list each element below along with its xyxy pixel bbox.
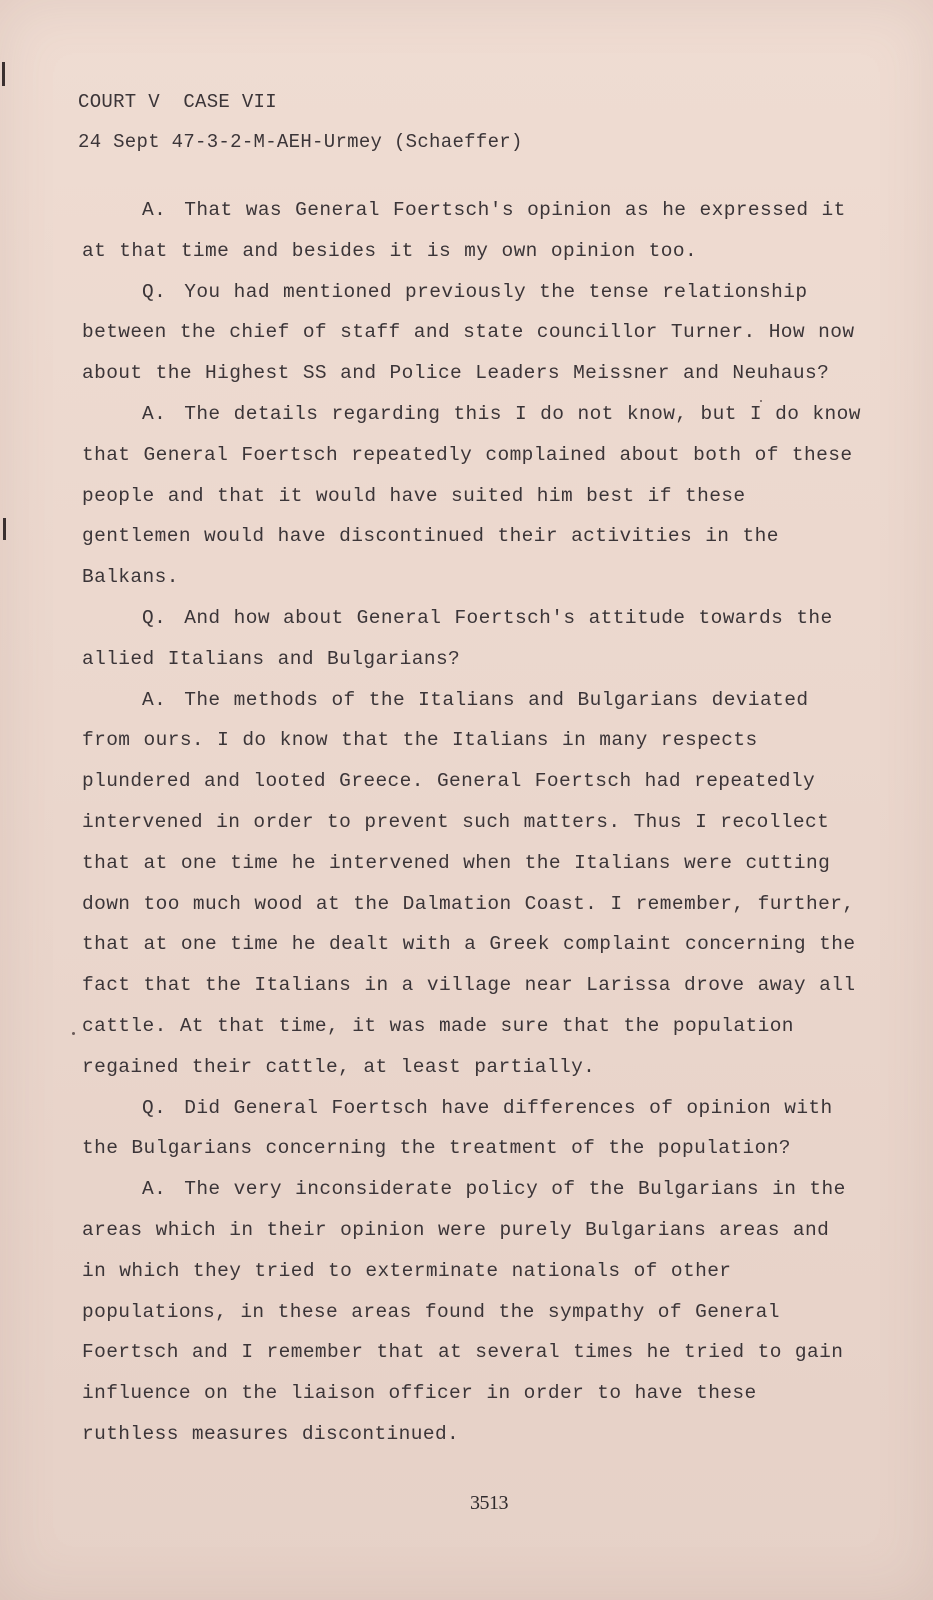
transcript-paragraph bbox=[82, 1169, 862, 1455]
speaker-label: A. bbox=[142, 402, 167, 425]
transcript-paragraph bbox=[82, 598, 862, 680]
binding-mark bbox=[3, 518, 6, 540]
transcript-paragraph bbox=[82, 394, 862, 598]
paragraph-text: The details regarding this I do not know, but I do know that General Foertsch repeatedly complained about both of these people and that it would have suited him best if these gentlemen would have discontinued their activities in the Balkans. bbox=[82, 402, 861, 589]
speaker-label: Q. bbox=[142, 280, 167, 303]
binding-mark bbox=[2, 62, 5, 86]
paper-speck bbox=[760, 400, 762, 402]
paragraph-text: The very inconsiderate policy of the Bulgarians in the areas which in their opinion were purely Bulgarians areas and in which they tried to exterminate nationals of other populations, in these areas found the sympathy of General Foertsch and I remember that at several times he tried to gain influence on the liaison officer in order to have these ruthless measures discontinued. bbox=[82, 1178, 846, 1445]
speaker-label: Q. bbox=[142, 606, 167, 629]
paragraph-text: You had mentioned previously the tense relationship between the chief of staff and state councillor Turner. How now about the Highest SS and Police Leaders Meissner and Neuhaus? bbox=[82, 280, 855, 385]
transcript-paragraph bbox=[82, 272, 862, 394]
transcript-body bbox=[82, 190, 862, 1455]
court-case-line: COURT V CASE VII bbox=[78, 91, 277, 113]
paragraph-text: And how about General Foertsch's attitude towards the allied Italians and Bulgarians? bbox=[82, 606, 833, 670]
paragraph-text: The methods of the Italians and Bulgarians deviated from ours. I do know that the Italians in many respects plundered and looted Greece. General Foertsch had repeatedly intervened in order to prevent such matters. Thus I recollect that at one time he intervened when the Italians were cutting down too much wood at the Dalmation Coast. I remember, further, that at one time he dealt with a Greek complaint concerning the fact that the Italians in a village near Larissa drove away all cattle. At that time, it was made sure that the population regained their cattle, at least partially. bbox=[82, 688, 856, 1078]
document-header bbox=[78, 82, 523, 162]
speaker-label: A. bbox=[142, 688, 167, 711]
page-number: 3513 bbox=[470, 1492, 508, 1514]
transcript-paragraph bbox=[82, 680, 862, 1088]
speaker-label: Q. bbox=[142, 1096, 167, 1119]
paragraph-text: Did General Foertsch have differences of opinion with the Bulgarians concerning the treatment of the population? bbox=[82, 1096, 833, 1160]
speaker-label: A. bbox=[142, 199, 167, 221]
transcript-paragraph bbox=[82, 190, 862, 272]
transcript-paragraph bbox=[82, 1088, 862, 1170]
paragraph-text: That was General Foertsch's opinion as he expressed it at that time and besides it is my own opinion too. bbox=[82, 199, 846, 262]
session-reference-line: 24 Sept 47-3-2-M-AEH-Urmey (Schaeffer) bbox=[78, 131, 523, 153]
speaker-label: A. bbox=[142, 1178, 167, 1201]
paper-speck bbox=[72, 1032, 75, 1035]
